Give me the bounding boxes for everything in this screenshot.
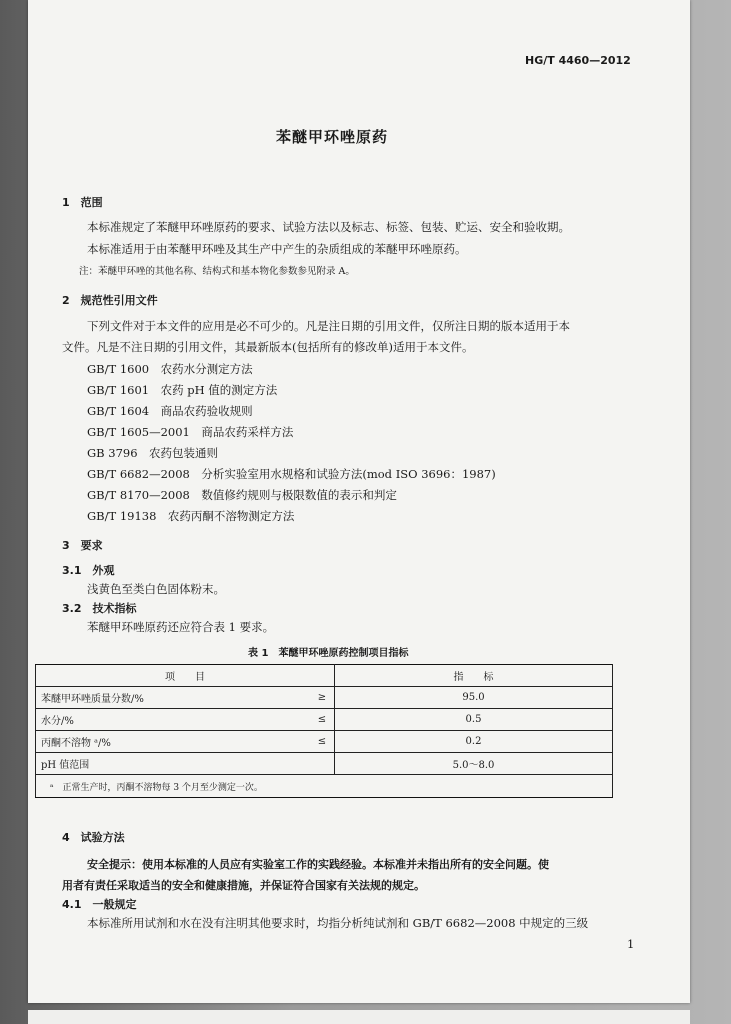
row-item: pH 值范围 (36, 753, 311, 775)
section-3-1-text: 浅黄色至类白色固体粉末。 (87, 582, 225, 596)
table-row (36, 753, 613, 775)
section-1-paragraph-1: 本标准规定了苯醚甲环唑原药的要求、试验方法以及标志、标签、包装、贮运、安全和验收期。 (87, 220, 570, 234)
table-row (36, 709, 613, 731)
section-4-1-text: 本标准所用试剂和水在没有注明其他要求时，均指分析纯试剂和 GB/T 6682—2008 中规定的三级 (87, 916, 589, 930)
row-item: 苯醚甲环唑质量分数/% (36, 687, 311, 709)
reference-item: GB/T 6682—2008 分析实验室用水规格和试验方法(mod ISO 3696：1987) (87, 467, 496, 481)
section-3-heading: 3 要求 (62, 539, 103, 552)
row-operator (310, 753, 335, 775)
reference-item: GB/T 19138 农药丙酮不溶物测定方法 (87, 509, 295, 523)
row-item: 水分/% (36, 709, 311, 731)
table-row (36, 687, 613, 709)
section-2-heading: 2 规范性引用文件 (62, 294, 158, 307)
row-value: 95.0 (335, 687, 613, 709)
reference-item: GB/T 1600 农药水分测定方法 (87, 362, 253, 376)
table-caption: 表 1 苯醚甲环唑原药控制项目指标 (248, 648, 409, 659)
section-3-2-heading: 3.2 技术指标 (62, 602, 137, 615)
safety-notice-line-2: 用者有责任采取适当的安全和健康措施，并保证符合国家有关法规的规定。 (62, 879, 425, 892)
page-title: 苯醚甲环唑原药 (276, 128, 389, 146)
table-footnote-row (36, 775, 613, 798)
standard-code: HG/T 4460—2012 (525, 54, 631, 67)
section-4-1-heading: 4.1 一般规定 (62, 898, 137, 911)
row-value: 5.0～8.0 (335, 753, 613, 775)
next-page-edge (28, 1010, 690, 1024)
section-3-2-text: 苯醚甲环唑原药还应符合表 1 要求。 (87, 620, 275, 634)
row-operator: ≤ (310, 731, 335, 753)
section-3-1-heading: 3.1 外观 (62, 564, 115, 577)
row-item: 丙酮不溶物 ᵃ/% (36, 731, 311, 753)
table-footnote: ᵃ 正常生产时，丙酮不溶物每 3 个月至少测定一次。 (36, 775, 613, 798)
table-row (36, 731, 613, 753)
column-header-item: 项 目 (36, 665, 335, 687)
reference-item: GB/T 1601 农药 pH 值的测定方法 (87, 383, 278, 397)
reference-item: GB/T 1604 商品农药验收规则 (87, 404, 253, 418)
section-4-heading: 4 试验方法 (62, 831, 125, 844)
section-1-heading: 1 范围 (62, 196, 103, 209)
section-1-paragraph-2: 本标准适用于由苯醚甲环唑及其生产中产生的杂质组成的苯醚甲环唑原药。 (87, 242, 467, 256)
page-number: 1 (627, 937, 635, 951)
reference-item: GB 3796 农药包装通则 (87, 446, 219, 460)
section-2-paragraph-line-2: 文件。凡是不注日期的引用文件，其最新版本(包括所有的修改单)适用于本文件。 (62, 340, 474, 354)
reference-item: GB/T 1605—2001 商品农药采样方法 (87, 425, 294, 439)
section-2-paragraph-line-1: 下列文件对于本文件的应用是必不可少的。凡是注日期的引用文件，仅所注日期的版本适用于本 (87, 319, 570, 333)
row-value: 0.2 (335, 731, 613, 753)
table-header-row (36, 665, 613, 687)
column-header-value: 指 标 (335, 665, 613, 687)
row-operator: ≥ (310, 687, 335, 709)
spec-table (35, 664, 613, 798)
safety-notice-line-1: 安全提示：使用本标准的人员应有实验室工作的实践经验。本标准并未指出所有的安全问题。使 (87, 858, 549, 871)
reference-item: GB/T 8170—2008 数值修约规则与极限数值的表示和判定 (87, 488, 397, 502)
row-operator: ≤ (310, 709, 335, 731)
row-value: 0.5 (335, 709, 613, 731)
section-1-note: 注：苯醚甲环唑的其他名称、结构式和基本物化参数参见附录 A。 (79, 266, 355, 277)
